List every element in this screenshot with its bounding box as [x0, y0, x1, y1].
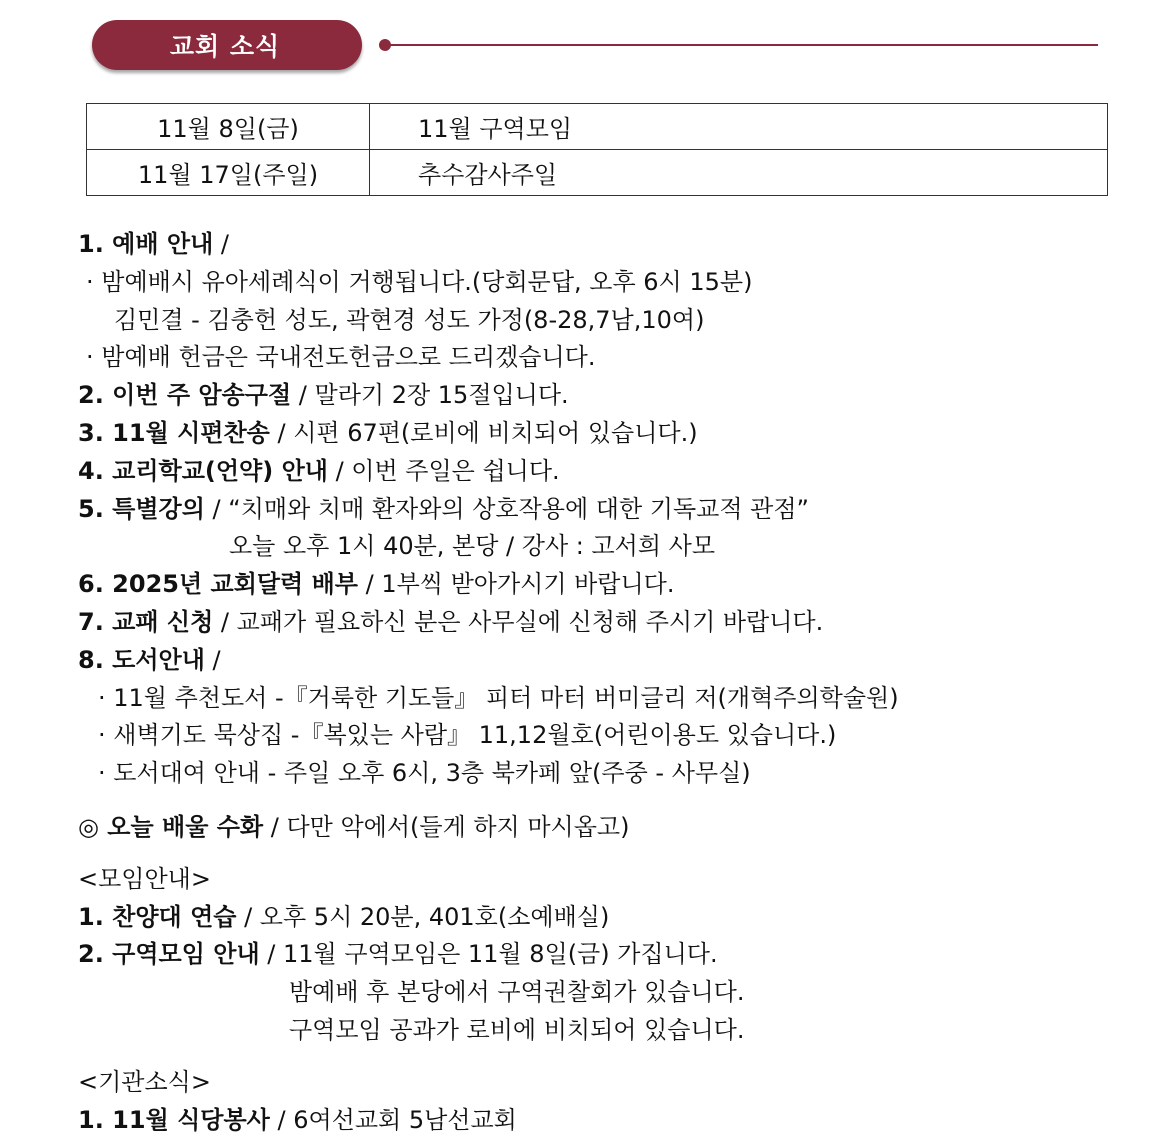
notice-heading: 8. 도서안내: [78, 645, 205, 674]
meeting-subitem: 밤예배 후 본당에서 구역권찰회가 있습니다.: [289, 978, 745, 1007]
notice-text: /: [213, 230, 229, 258]
header-rule: [388, 44, 1098, 46]
notice-subitem: 오늘 오후 1시 40분, 본당 / 강사 : 고서희 사모: [229, 532, 716, 561]
notice-heading: 4. 교리학교(언약) 안내: [78, 456, 328, 485]
spacer: [78, 1050, 1158, 1064]
institution-item: [78, 1102, 1158, 1140]
notice-heading: 5. 특별강의: [78, 494, 205, 523]
meetings-heading: <모임안내>: [78, 864, 211, 893]
notice-text: / 말라기 2장 15절입니다.: [291, 381, 569, 410]
notice-text: / “치매와 치매 환자와의 상호작용에 대한 기독교적 관점”: [204, 494, 809, 523]
spacer: [78, 793, 1158, 809]
meeting-text: / 오후 5시 20분, 401호(소예배실): [236, 902, 610, 931]
meeting-subitem: 구역모임 공과가 로비에 비치되어 있습니다.: [289, 1015, 745, 1044]
notice-subitem: · 밤예배시 유아세례식이 거행됩니다.(당회문답, 오후 6시 15분): [86, 267, 753, 296]
notice-heading: 6. 2025년 교회달력 배부: [78, 570, 358, 599]
notice-text: / 시편 67편(로비에 비치되어 있습니다.): [269, 418, 698, 447]
meeting-text: / 11월 구역모임은 11월 8일(금) 가집니다.: [259, 940, 718, 969]
spacer: [78, 847, 1158, 861]
table-row: [87, 150, 1108, 196]
section-title-badge: [92, 20, 362, 70]
schedule-event: 추수감사주일: [370, 150, 1108, 196]
notice-text: / 이번 주일은 쉽니다.: [327, 456, 560, 485]
notice-subitem: · 도서대여 안내 - 주일 오후 6시, 3층 북카페 앞(주중 - 사무실): [98, 759, 751, 788]
section-title: 교회 소식: [169, 32, 281, 61]
notice-text: / 교패가 필요하신 분은 사무실에 신청해 주시기 바랍니다.: [213, 607, 824, 636]
notice-item: [78, 604, 1158, 642]
meeting-item: [78, 899, 1158, 937]
notice-subitem: 김민결 - 김충헌 성도, 곽현경 성도 가정(8-28,7남,10여): [114, 305, 705, 334]
table-row: [87, 104, 1108, 150]
schedule-event: 11월 구역모임: [370, 104, 1108, 150]
notice-heading: 3. 11월 시편찬송: [78, 418, 270, 447]
meeting-heading: 2. 구역모임 안내: [78, 940, 260, 969]
schedule-table: [86, 103, 1108, 196]
notice-item: [78, 226, 1158, 264]
notice-subitem: · 새벽기도 묵상집 -『복있는 사람』 11,12월호(어린이용도 있습니다.): [98, 721, 837, 750]
institution-heading: 1. 11월 식당봉사: [78, 1105, 270, 1134]
notice-subitem: · 11월 추천도서 -『거룩한 기도들』 피터 마터 버미글리 저(개혁주의학술원): [98, 683, 899, 712]
notice-item: [78, 566, 1158, 604]
meeting-item: [78, 936, 1158, 974]
notice-item: [78, 642, 1158, 680]
institution-text: / 6여선교회 5남선교회: [269, 1105, 517, 1134]
notice-heading: 7. 교패 신청: [78, 607, 214, 636]
notice-text: /: [204, 645, 221, 674]
section-header: [92, 20, 1102, 70]
notice-item: [78, 415, 1158, 453]
schedule-date: 11월 8일(금): [87, 104, 370, 150]
notice-content: [78, 226, 1158, 1139]
notice-heading: 2. 이번 주 암송구절: [78, 381, 292, 410]
hymn-heading: ◎ 오늘 배울 수화: [78, 812, 264, 841]
notice-item: [78, 491, 1158, 529]
notice-text: / 1부씩 받아가시기 바랍니다.: [357, 570, 675, 599]
notice-item: [78, 377, 1158, 415]
meeting-heading: 1. 찬양대 연습: [78, 902, 237, 931]
schedule-date: 11월 17일(주일): [87, 150, 370, 196]
notice-subitem: · 밤예배 헌금은 국내전도헌금으로 드리겠습니다.: [86, 343, 596, 372]
hymn-text: / 다만 악에서(들게 하지 마시옵고): [263, 812, 630, 841]
notice-item: [78, 453, 1158, 491]
notice-heading: 1. 예배 안내: [78, 230, 214, 258]
institutions-heading: <기관소식>: [78, 1067, 211, 1096]
hymn-item: [78, 809, 1158, 847]
